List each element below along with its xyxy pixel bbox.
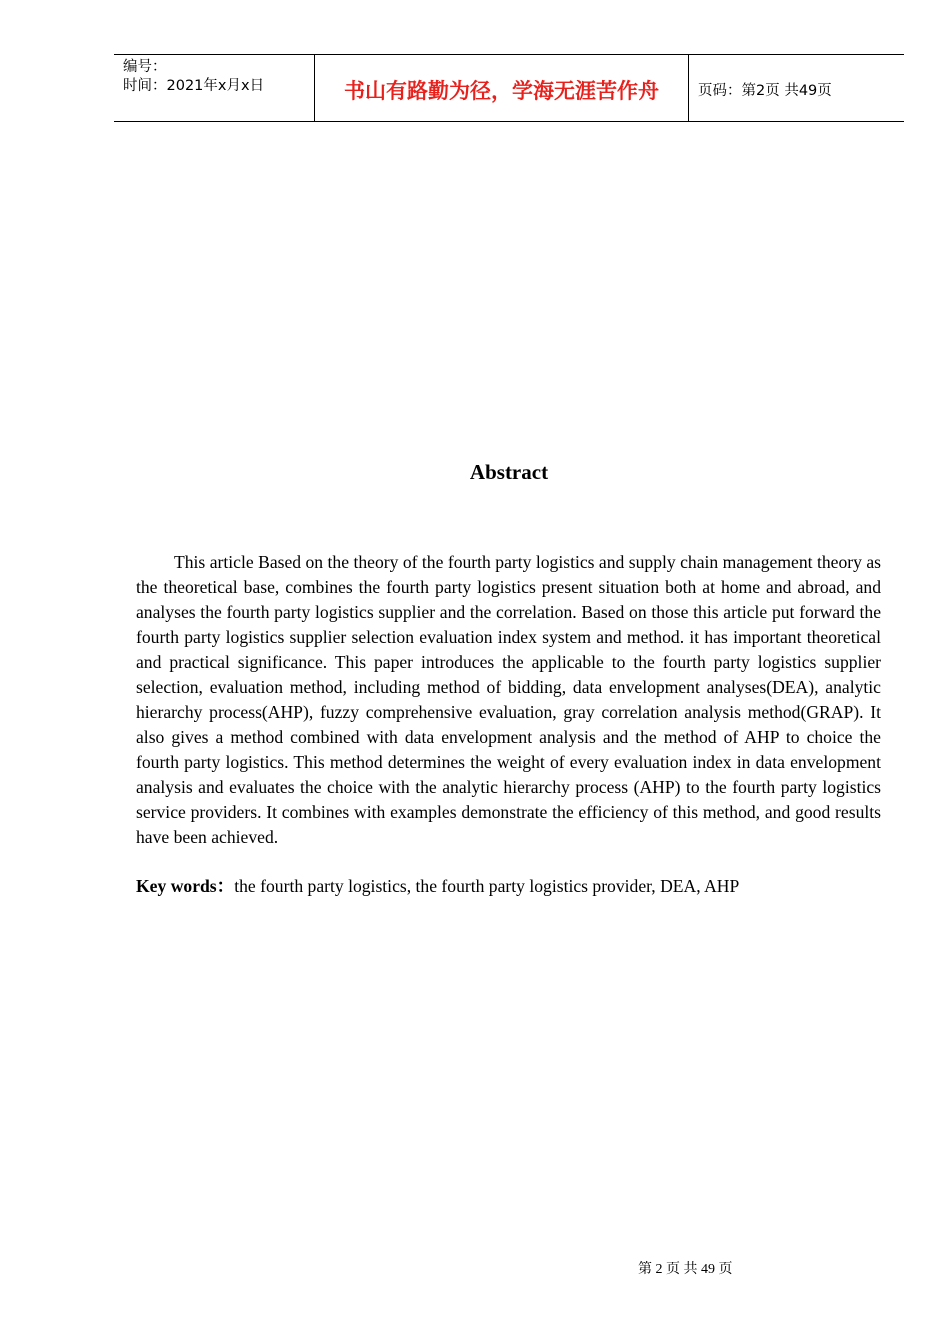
abstract-heading: Abstract (469, 460, 549, 484)
header-page-number: 页码：第2页 共49页 (698, 82, 832, 99)
header-motto: 书山有路勤为径，学海无涯苦作舟 (344, 79, 659, 103)
header-meta-cell (114, 55, 315, 121)
document-number-label: 编号： (123, 59, 167, 75)
document-date-label: 时间：2021年x月x日 (123, 78, 265, 94)
keywords-text: the fourth party logistics, the fourth party logistics provider, DEA, AHP (234, 876, 740, 896)
abstract-paragraph: This article Based on the theory of the fourth party logistics and supply chain management theory as the theoretical base, combines the fourth party logistics present situation both at home and abroad, and analyses the fourth party logistics supplier and the correlation. Based on those this article put forward the fourth party logistics supplier selection evaluation index system and method. it has important theoretical and practical significance. This paper introduces the applicable to the fourth party logistics supplier selection, evaluation method, including method of bidding, data envelopment analyses(DEA), analytic hierarchy process(AHP), fuzzy comprehensive evaluation, gray correlation analysis method(GRAP). It also gives a method combined with data envelopment analysis and the method of AHP to choice the fourth party logistics. This method determines the weight of every evaluation index in data envelopment analysis and evaluates the choice with the analytic hierarchy process (AHP) to the fourth party logistics service providers. It combines with examples demonstrate the efficiency of this method, and good results have been achieved. (136, 552, 881, 847)
keywords-line (136, 874, 896, 899)
page-footer: 第 2 页 共 49 页 (638, 1262, 733, 1277)
keywords-label: Key words： (136, 876, 235, 896)
header-motto-cell (315, 55, 689, 121)
header-page-cell (689, 55, 904, 121)
page-header (114, 54, 904, 122)
